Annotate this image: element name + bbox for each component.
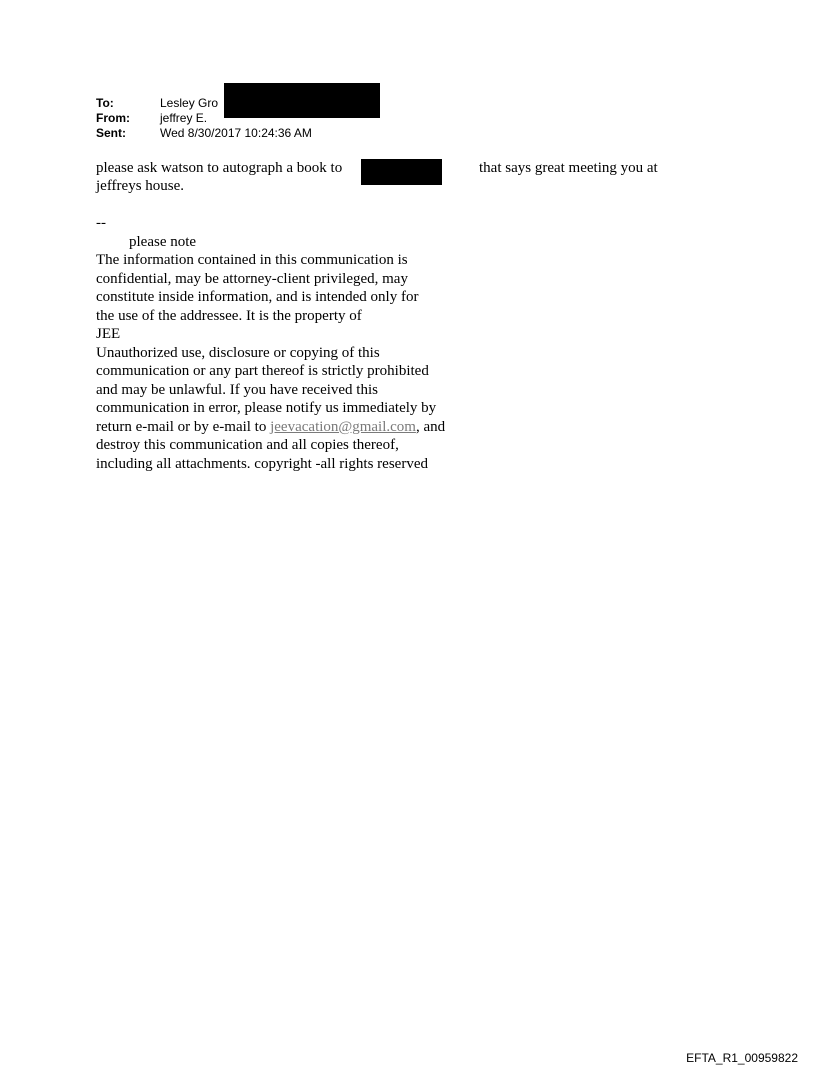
disclaimer-line: and may be unlawful. If you have received this — [96, 381, 378, 398]
signature-separator: -- — [96, 215, 106, 231]
disclaimer-email-line — [96, 418, 445, 437]
signature-note: please note — [129, 233, 197, 250]
disclaimer-line: JEE — [96, 326, 121, 342]
disclaimer-line: constitute inside information, and is intended only for — [96, 289, 419, 305]
to-value: Lesley Gro — [160, 96, 219, 110]
sent-label: Sent: — [96, 126, 126, 140]
body-line-1-text: please ask watson to autograph a book to — [96, 160, 343, 176]
disclaimer-line: communication in error, please notify us immediately by — [96, 400, 437, 416]
disclaimer-email-suffix: , and — [415, 418, 446, 435]
signature-disclaimer — [96, 214, 445, 473]
from-label: From: — [96, 111, 130, 125]
sent-value: Wed 8/30/2017 10:24:36 AM — [160, 126, 312, 140]
disclaimer-line: the use of the addressee. It is the property of — [96, 307, 362, 324]
body-line-1-continuation: that says great meeting you at — [479, 160, 658, 176]
disclaimer-line: confidential, may be attorney-client privileged, may — [96, 270, 408, 287]
disclaimer-line: The information contained in this communication is — [96, 252, 408, 268]
disclaimer-line: communication or any part thereof is strictly prohibited — [96, 363, 429, 379]
redaction-box-body — [361, 159, 442, 185]
disclaimer-line: Unauthorized use, disclosure or copying of this — [96, 344, 380, 361]
body-line-2: jeffreys house. — [96, 178, 185, 194]
from-value: jeffrey E. — [160, 111, 208, 125]
disclaimer-email-prefix: return e-mail or by e-mail to — [96, 418, 271, 435]
document-id: EFTA_R1_00959822 — [686, 1051, 798, 1065]
disclaimer-line: including all attachments. copyright -all rights reserved — [96, 455, 428, 472]
email-link[interactable]: jeevacation@gmail.com — [270, 418, 416, 435]
to-label: To: — [96, 96, 114, 110]
disclaimer-line: destroy this communication and all copies thereof, — [96, 437, 399, 453]
redaction-box-recipient — [224, 83, 380, 118]
